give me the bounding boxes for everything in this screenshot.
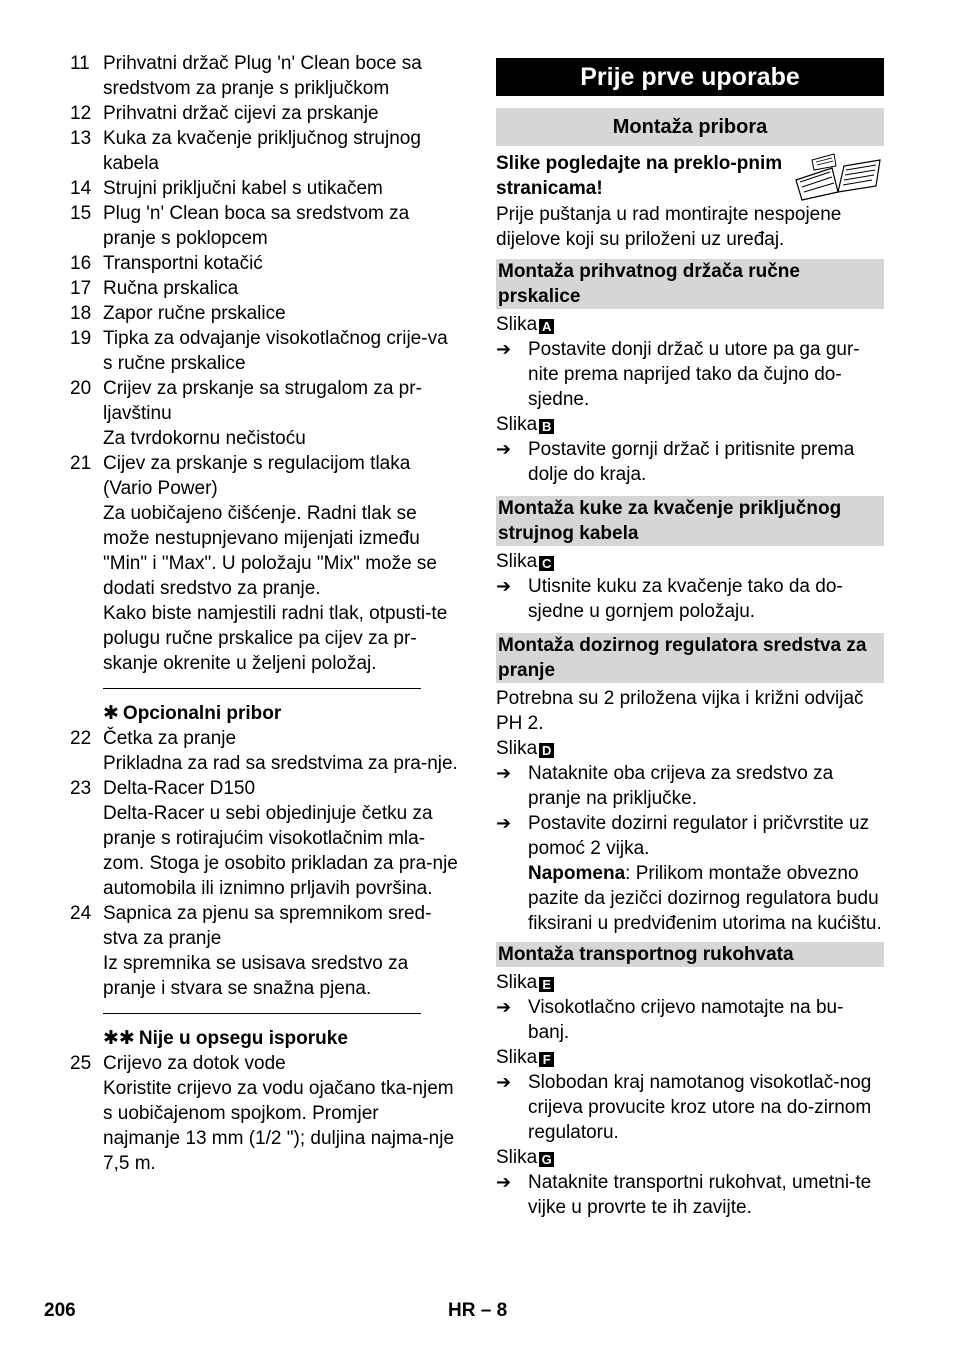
list-item [70,451,460,501]
arrow-icon: ➔ [496,339,512,359]
arrow-icon: ➔ [496,576,512,596]
item-text: Cijev za prskanje s regulacijom tlaka (Vario Power) [103,453,411,499]
left-column [70,51,460,1176]
item-text: Sapnica za pjenu sa spremnikom sred-stva za pranje [103,903,432,949]
list-item [70,326,460,376]
step-text: Visokotlačno crijevo namotajte na bu-banj. [528,997,844,1043]
item-extra-text: Kako biste namjestili radni tlak, otpusti-te polugu ručne prskalice pa cijev za pr-skanje okrenite u željeni položaj. [103,603,448,674]
asterisk-icon: ✱✱ [103,1028,135,1049]
step-text: Postavite dozirni regulator i pričvrstite uz pomoć 2 vijka. [528,813,870,859]
list-item [70,201,460,251]
step-text: Postavite donji držač u utore pa ga gur-nite prema naprijed tako da čujno do-sjedne. [528,339,860,410]
list-item [70,51,460,101]
figure-ref-e [496,970,884,995]
figure-ref-b [496,412,884,437]
divider-rule [103,688,421,689]
arrow-icon: ➔ [496,997,512,1017]
figure-ref-d [496,736,884,761]
item-number: 23 [70,778,92,799]
item-text: Crijevo za dotok vode [103,1053,286,1074]
subsection-3-intro: Potrebna su 2 priložena vijka i križni odvijač PH 2. [496,688,864,734]
step-text: Nataknite transportni rukohvat, umetni-te vijke u provrte te ih zavijte. [528,1172,872,1218]
item-number: 20 [70,378,92,399]
step [496,995,884,1045]
slika-label: Slika [496,551,538,572]
list-item [70,376,460,426]
item-extra-text: Za tvrdokornu nečistoću [103,428,306,449]
item-extra-text: Za uobičajeno čišćenje. Radni tlak se može nestupnjevano mijenjati između "Min" i "Max". U položaju "Mix" može se dodati sredstvo za pranje. [103,503,438,599]
step [496,761,884,811]
slika-label: Slika [496,314,538,335]
item-text: Prihvatni držač cijevi za prskanje [103,103,379,124]
list-item [70,726,460,751]
slika-label: Slika [496,414,538,435]
item-text: Tipka za odvajanje visokotlačnog crije-va s ručne prskalice [103,328,448,374]
step [496,337,884,412]
item-extra-text: Iz spremnika se usisava sredstvo za pranje i stvara se snažna pjena. [103,953,409,999]
figure-badge-b: B [539,419,554,434]
list-item [70,176,460,201]
item-text: Transportni kotačić [103,253,263,274]
subsection-title-4: Montaža transportnog rukohvata [496,942,884,967]
parts-list [70,51,460,676]
note [496,861,884,936]
item-number: 25 [70,1053,92,1074]
step-text: Utisnite kuku za kvačenje tako da do-sjedne u gornjem položaju. [528,576,843,622]
item-text: Strujni priključni kabel s utikačem [103,178,383,199]
step [496,437,884,487]
step [496,1070,884,1145]
item-number: 15 [70,203,92,224]
left-rest [70,688,460,1176]
list-item [70,301,460,326]
not-included-heading-label: Nije u opsegu isporuke [138,1028,348,1049]
item-text: Delta-Racer D150 [103,778,256,799]
item-text: Crijev za prskanje sa strugalom za pr-ljavštinu [103,378,422,424]
item-number: 11 [70,53,90,74]
note-text: : Prilikom montaže obvezno pazite da jezičci dozirnog regulatora budu fiksirani u predviđenim utorima na kućištu. [528,863,882,934]
item-text: Plug 'n' Clean boca sa sredstvom za pranje s poklopcem [103,203,410,249]
step [496,1170,884,1220]
slika-label: Slika [496,972,538,993]
figure-badge-f: F [539,1052,554,1067]
list-item [70,776,460,801]
page-reference: HR – 8 [448,1300,508,1321]
note-label: Napomena [528,863,626,884]
intro-text: Prije puštanja u rad montirajte nespojene dijelove koji su priloženi uz uređaj. [496,204,842,250]
subsection-title-3: Montaža dozirnog regulatora sredstva za pranje [496,633,884,683]
item-number: 21 [70,453,92,474]
chapter-title: Prije prve uporabe [496,58,884,96]
item-text: Zapor ručne prskalice [103,303,286,324]
figure-ref-c [496,549,884,574]
arrow-icon: ➔ [496,1172,512,1192]
list-item [70,901,460,951]
step [496,811,884,861]
slika-label: Slika [496,1047,538,1068]
list-item [70,1051,460,1076]
figure-ref-a [496,312,884,337]
book-icon [792,152,884,202]
item-number: 24 [70,903,92,924]
item-extra-text: Delta-Racer u sebi objedinjuje četku za pranje s rotirajućim visokotlačnim mla-zom. Stoga je osobito prikladan za pra-nje automobila ili iznimno prljavih površina. [103,803,458,899]
item-extra-text: Prikladna za rad sa sredstvima za pra-nje. [103,753,458,774]
figure-badge-g: G [539,1152,554,1167]
subsection-title-2: Montaža kuke za kvačenje priključnog strujnog kabela [496,496,884,546]
item-number: 16 [70,253,92,274]
item-number: 22 [70,728,92,749]
slika-label: Slika [496,738,538,759]
figure-badge-d: D [539,743,554,758]
list-item [70,251,460,276]
step-text: Slobodan kraj namotanog visokotlač-nog crijeva provucite kroz utore na do-zirnom regulatoru. [528,1072,872,1143]
figure-ref-f [496,1045,884,1070]
optional-accessories-heading [70,701,460,726]
intro-block [496,151,884,202]
item-text: Četka za pranje [103,728,237,749]
right-column [496,51,884,1220]
item-number: 13 [70,128,92,149]
item-number: 17 [70,278,92,299]
item-text: Prihvatni držač Plug 'n' Clean boce sa sredstvom za pranje s priključkom [103,53,422,99]
figure-ref-g [496,1145,884,1170]
figure-badge-c: C [539,556,554,571]
item-text: Kuka za kvačenje priključnog strujnog kabela [103,128,421,174]
step-text: Nataknite oba crijeva za sredstvo za pranje na priključke. [528,763,834,809]
list-item [70,101,460,126]
step-text: Postavite gornji držač i pritisnite prema dolje do kraja. [528,439,855,485]
list-item [70,126,460,176]
intro-bold: Slike pogledajte na preklo-pnim stranicama! [496,153,783,199]
arrow-icon: ➔ [496,763,512,783]
section-title: Montaža pribora [496,108,884,146]
figure-badge-e: E [539,977,554,992]
slika-label: Slika [496,1147,538,1168]
item-number: 14 [70,178,92,199]
item-number: 18 [70,303,92,324]
subsection-title-1: Montaža prihvatnog držača ručne prskalice [496,259,884,309]
arrow-icon: ➔ [496,439,512,459]
divider-rule [103,1013,421,1014]
asterisk-icon: ✱ [103,703,119,724]
item-number: 12 [70,103,92,124]
item-extra-text: Koristite crijevo za vodu ojačano tka-njem s uobičajenom spojkom. Promjer najmanje 13 mm (1/2 "); duljina najma-nje 7,5 m. [103,1078,455,1174]
arrow-icon: ➔ [496,813,512,833]
not-included-heading [70,1026,460,1051]
list-item [70,276,460,301]
optional-accessories-heading-label: Opcionalni pribor [122,703,282,724]
step [496,574,884,624]
item-number: 19 [70,328,92,349]
arrow-icon: ➔ [496,1072,512,1092]
figure-badge-a: A [539,319,554,334]
page-number: 206 [44,1300,76,1321]
item-text: Ručna prskalica [103,278,239,299]
